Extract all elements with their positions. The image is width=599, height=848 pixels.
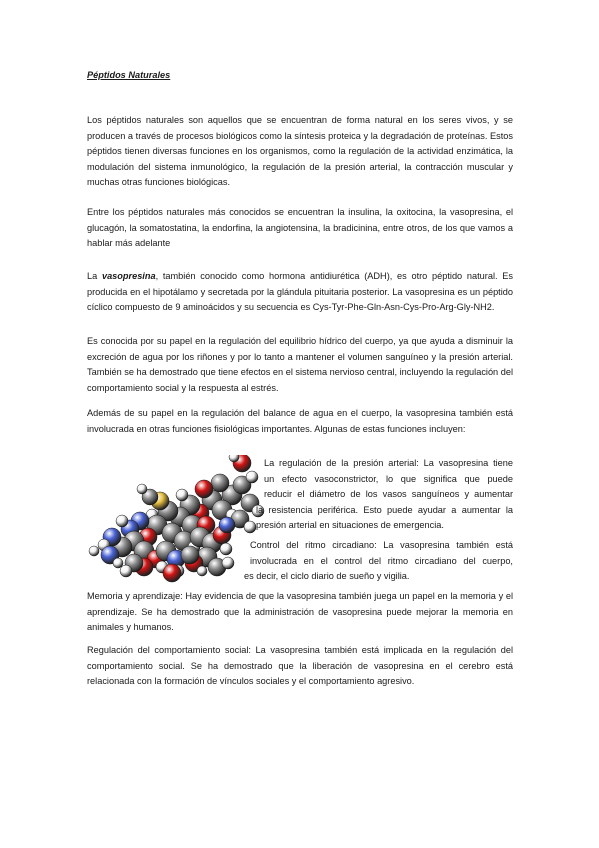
vasopressin-molecule-image (82, 455, 268, 587)
water-balance-paragraph: Es conocida por su papel en la regulación del equilibrio hídrico del cuerpo, ya que ayuda a disminuir la excreción de agua por los riñones y por lo tanto a mantener el volumen sanguíneo y la presión arterial. También se ha demostrado que tiene efectos en el sistema nervioso central, incluyendo la regulación del comportamiento social y la respuesta al estrés. (87, 336, 513, 393)
molecule-atom (120, 565, 132, 577)
memory-learning-paragraph: Memoria y aprendizaje: Hay evidencia de que la vasopresina también juega un papel en la memoria y el aprendizaje. Se ha demostrado que la administración de vasopresina puede mejorar la memoria en animales y humanos. (87, 591, 513, 633)
molecule-atom (163, 564, 181, 582)
function-circadian-rhythm (244, 538, 513, 585)
vasopressin-term: vasopresina (101, 271, 156, 281)
molecule-atom (181, 546, 199, 564)
molecule-atom (244, 521, 256, 533)
function-blood-pressure (256, 456, 513, 534)
function-blood-pressure-line: La regulación de la presión arterial: La vasopresina tiene (264, 458, 513, 468)
function-circadian-line: Control del ritmo circadiano: La vasopresina también está (250, 540, 513, 550)
molecule-atom (195, 480, 213, 498)
function-circadian-line: es decir, el ciclo diario de sueño y vigilia. (244, 571, 410, 582)
function-blood-pressure-line: un efecto vasoconstrictor, lo que significa que puede (264, 473, 513, 484)
intro-paragraph: Los péptidos naturales son aquellos que se encuentran de forma natural en los seres vivos, y se producen a través de procesos biológicos como la síntesis proteica y la degradación de proteínas. Estos péptidos tienen diversas funciones en los organismos, como la regulación de la actividad enzimática, la modulación del sistema inmunológico, la regulación de la presión arterial, la contracción muscular y muchas otras funciones biológicas. (87, 115, 513, 188)
molecule-atom (89, 546, 99, 556)
function-blood-pressure-line: presión arterial en situaciones de emergencia. (256, 520, 444, 531)
known-peptides-paragraph: Entre los péptidos naturales más conocidos se encuentran la insulina, la oxitocina, la vasopresina, el glucagón, la somatostatina, la endorfina, la angiotensina, la bradicinina, entre otros, de los que vamos a hablar más adelante (87, 207, 513, 249)
document-title: Péptidos Naturales (87, 70, 171, 80)
molecule-atom (219, 517, 235, 533)
molecule-atom (222, 557, 234, 569)
vasopressin-paragraph (87, 269, 513, 316)
function-blood-pressure-line: reducir el diámetro de los vasos sanguíneos y aumentar (264, 489, 513, 500)
function-blood-pressure-line: la resistencia periférica. Esto puede ayudar a aumentar la (256, 504, 513, 515)
molecule-atom (220, 543, 232, 555)
other-functions-paragraph: Además de su papel en la regulación del balance de agua en el cuerpo, la vasopresina también está involucrada en otras funciones fisiológicas importantes. Algunas de estas funciones incluyen: (87, 408, 513, 434)
molecule-atom (116, 515, 128, 527)
molecule-atom (211, 474, 229, 492)
molecule-atom (137, 484, 147, 494)
molecule-atom (246, 471, 258, 483)
molecule-atom (197, 566, 207, 576)
function-circadian-line: involucrada en el control del ritmo circadiano del cuerpo, (250, 555, 513, 566)
vasopressin-description-text: , también conocido como hormona antidiurética (ADH), es otro péptido natural. Es producida en el hipotálamo y secretada por la glándula pituitaria posterior. La vasopresina es un péptido cíclico compuesto de 9 aminoácidos y su secuencia es Cys-Tyr-Phe-Gln-Asn-Cys-Pro-Arg-Gly-NH2. (87, 271, 513, 313)
social-behavior-paragraph: Regulación del comportamiento social: La vasopresina también está implicada en la regulación del comportamiento social. Se ha demostrado que la liberación de vasopresina en el cerebro está relacionada con la formación de vínculos sociales y el comportamiento agresivo. (87, 645, 513, 687)
molecule-atom (113, 558, 123, 568)
molecule-atom (176, 489, 188, 501)
vasopressin-intro-text: La (87, 271, 102, 281)
